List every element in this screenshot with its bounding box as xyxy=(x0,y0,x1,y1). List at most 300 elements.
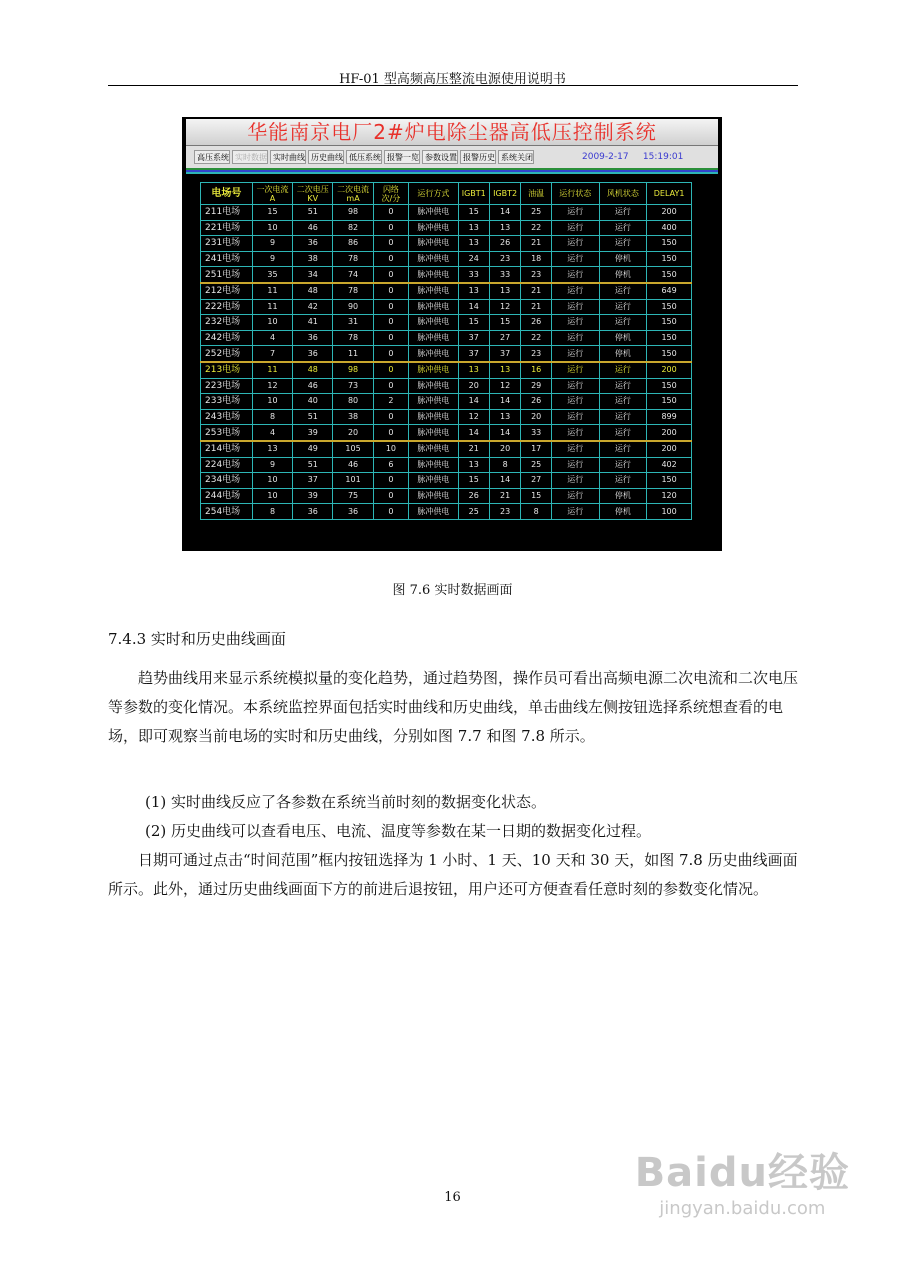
table-cell: 脉冲供电 xyxy=(409,220,458,236)
table-cell: 20 xyxy=(489,441,520,457)
table-cell: 73 xyxy=(333,378,373,394)
table-cell: 运行 xyxy=(599,362,647,378)
table-cell: 150 xyxy=(647,315,692,331)
table-cell: 36 xyxy=(333,504,373,520)
table-cell: 停机 xyxy=(599,251,647,267)
column-header xyxy=(647,183,692,205)
table-cell: 78 xyxy=(333,283,373,299)
table-cell: 脉冲供电 xyxy=(409,394,458,410)
table-cell: 400 xyxy=(647,220,692,236)
table-cell: 脉冲供电 xyxy=(409,283,458,299)
table-cell: 停机 xyxy=(599,488,647,504)
table-cell: 0 xyxy=(373,330,408,346)
toolbar xyxy=(186,146,718,168)
table-row xyxy=(201,362,692,378)
table-cell: 18 xyxy=(521,251,552,267)
table-cell: 0 xyxy=(373,220,408,236)
table-cell: 20 xyxy=(333,425,373,441)
table-row xyxy=(201,441,692,457)
table-cell: 11 xyxy=(252,283,292,299)
field-name-cell: 253电场 xyxy=(201,425,253,441)
table-cell: 37 xyxy=(293,473,333,489)
datetime xyxy=(582,150,683,164)
field-name-cell: 222电场 xyxy=(201,299,253,315)
table-cell: 46 xyxy=(333,457,373,473)
table-cell: 15 xyxy=(458,315,489,331)
table-cell: 8 xyxy=(252,504,292,520)
table-cell: 脉冲供电 xyxy=(409,346,458,362)
column-header-unit: A xyxy=(269,193,276,203)
table-cell: 37 xyxy=(458,330,489,346)
table-cell: 13 xyxy=(489,362,520,378)
column-header-label: 油温 xyxy=(528,189,545,198)
table-row xyxy=(201,251,692,267)
column-header xyxy=(489,183,520,205)
table-cell: 36 xyxy=(293,330,333,346)
table-cell: 12 xyxy=(252,378,292,394)
table-cell: 脉冲供电 xyxy=(409,488,458,504)
table-cell: 停机 xyxy=(599,267,647,283)
table-cell: 运行 xyxy=(552,504,600,520)
table-cell: 11 xyxy=(252,362,292,378)
table-cell: 运行 xyxy=(599,409,647,425)
table-row xyxy=(201,205,692,221)
column-header-label: 运行方式 xyxy=(417,189,450,198)
table-cell: 运行 xyxy=(599,425,647,441)
page-number: 16 xyxy=(444,1190,461,1205)
table-cell: 运行 xyxy=(552,473,600,489)
table-cell: 200 xyxy=(647,425,692,441)
table-cell: 11 xyxy=(252,299,292,315)
table-cell: 13 xyxy=(489,283,520,299)
table-row xyxy=(201,330,692,346)
field-name-cell: 231电场 xyxy=(201,236,253,252)
field-name-cell: 232电场 xyxy=(201,315,253,331)
table-cell: 649 xyxy=(647,283,692,299)
header-rule xyxy=(108,85,798,86)
table-cell: 14 xyxy=(458,394,489,410)
field-name-cell: 211电场 xyxy=(201,205,253,221)
table-cell: 8 xyxy=(489,457,520,473)
table-cell: 脉冲供电 xyxy=(409,425,458,441)
table-cell: 27 xyxy=(521,473,552,489)
table-row xyxy=(201,425,692,441)
table-cell: 13 xyxy=(458,457,489,473)
table-cell: 14 xyxy=(489,394,520,410)
table-cell: 22 xyxy=(521,330,552,346)
field-name-cell: 244电场 xyxy=(201,488,253,504)
table-cell: 23 xyxy=(521,267,552,283)
table-cell: 78 xyxy=(333,251,373,267)
table-cell: 15 xyxy=(458,205,489,221)
table-cell: 运行 xyxy=(552,267,600,283)
table-cell: 脉冲供电 xyxy=(409,409,458,425)
table-cell: 38 xyxy=(293,251,333,267)
table-cell: 运行 xyxy=(599,205,647,221)
column-header xyxy=(599,183,647,205)
table-cell: 26 xyxy=(521,315,552,331)
tab-hv-system[interactable]: 高压系统 xyxy=(194,150,230,164)
table-cell: 150 xyxy=(647,299,692,315)
table-cell: 0 xyxy=(373,236,408,252)
column-header xyxy=(458,183,489,205)
table-cell: 29 xyxy=(521,378,552,394)
table-cell: 49 xyxy=(293,441,333,457)
paragraph-3: (2) 历史曲线可以查看电压、电流、温度等参数在某一日期的数据变化过程。 xyxy=(145,822,652,840)
table-cell: 脉冲供电 xyxy=(409,251,458,267)
table-cell: 15 xyxy=(489,315,520,331)
table-cell: 运行 xyxy=(552,205,600,221)
field-name-cell: 213电场 xyxy=(201,362,253,378)
table-cell: 13 xyxy=(458,283,489,299)
table-cell: 150 xyxy=(647,394,692,410)
column-header xyxy=(373,183,408,205)
table-cell: 13 xyxy=(458,236,489,252)
table-cell: 51 xyxy=(293,457,333,473)
table-cell: 14 xyxy=(458,425,489,441)
table-cell: 运行 xyxy=(552,315,600,331)
table-cell: 13 xyxy=(489,409,520,425)
table-cell: 脉冲供电 xyxy=(409,441,458,457)
table-cell: 脉冲供电 xyxy=(409,457,458,473)
paragraph-4: 日期可通过点击“时间范围”框内按钮选择为 1 小时、1 天、10 天和 30 天，如图 7.8 历史曲线画面所示。此外，通过历史曲线画面下方的前进后退按钮，用户还可方便查看任意时刻的参数变化情况。 xyxy=(108,851,798,898)
table-cell: 运行 xyxy=(552,346,600,362)
page-header-title: HF-01 型高频高压整流电源使用说明书 xyxy=(339,72,566,87)
table-cell: 运行 xyxy=(599,236,647,252)
table-cell: 51 xyxy=(293,409,333,425)
table-cell: 运行 xyxy=(552,394,600,410)
table-cell: 运行 xyxy=(599,394,647,410)
section-title: 7.4.3 实时和历史曲线画面 xyxy=(108,630,286,648)
table-cell: 0 xyxy=(373,473,408,489)
field-name-cell: 221电场 xyxy=(201,220,253,236)
table-cell: 0 xyxy=(373,283,408,299)
field-name-cell: 243电场 xyxy=(201,409,253,425)
table-cell: 0 xyxy=(373,488,408,504)
table-cell: 150 xyxy=(647,378,692,394)
table-cell: 15 xyxy=(252,205,292,221)
column-header-label: 运行状态 xyxy=(559,189,592,198)
column-header-label: 二次电压 xyxy=(296,184,329,194)
table-row xyxy=(201,378,692,394)
field-name-cell: 233电场 xyxy=(201,394,253,410)
table-cell: 10 xyxy=(252,315,292,331)
table-cell: 运行 xyxy=(552,457,600,473)
table-cell: 40 xyxy=(293,394,333,410)
table-cell: 运行 xyxy=(552,220,600,236)
table-cell: 21 xyxy=(521,283,552,299)
paragraph-1: 趋势曲线用来显示系统模拟量的变化趋势，通过趋势图，操作员可看出高频电源二次电流和二次电压等参数的变化情况。本系统监控界面包括实时曲线和历史曲线，单击曲线左侧按钮选择系统想查看的电场，即可观察当前电场的实时和历史曲线，分别如图 7.7 和图 7.8 所示。 xyxy=(108,669,799,745)
table-cell: 150 xyxy=(647,267,692,283)
table-cell: 运行 xyxy=(599,283,647,299)
table-cell: 200 xyxy=(647,441,692,457)
table-cell: 100 xyxy=(647,504,692,520)
field-name-cell: 254电场 xyxy=(201,504,253,520)
table-cell: 运行 xyxy=(599,441,647,457)
table-cell: 200 xyxy=(647,362,692,378)
table-cell: 8 xyxy=(521,504,552,520)
table-cell: 9 xyxy=(252,251,292,267)
table-cell: 33 xyxy=(489,267,520,283)
table-cell: 脉冲供电 xyxy=(409,205,458,221)
table-cell: 23 xyxy=(521,346,552,362)
table-row xyxy=(201,473,692,489)
column-header xyxy=(333,183,373,205)
table-row xyxy=(201,346,692,362)
table-cell: 0 xyxy=(373,409,408,425)
tab-alarm-list[interactable]: 报警一览 xyxy=(384,150,420,164)
table-cell: 21 xyxy=(521,236,552,252)
table-cell: 26 xyxy=(521,394,552,410)
table-row xyxy=(201,267,692,283)
table-cell: 22 xyxy=(521,220,552,236)
table-cell: 运行 xyxy=(552,409,600,425)
table-cell: 8 xyxy=(252,409,292,425)
table-cell: 脉冲供电 xyxy=(409,267,458,283)
table-cell: 14 xyxy=(489,473,520,489)
table-cell: 0 xyxy=(373,251,408,267)
table-cell: 停机 xyxy=(599,504,647,520)
table-cell: 42 xyxy=(293,299,333,315)
table-cell: 运行 xyxy=(552,330,600,346)
table-cell: 15 xyxy=(458,473,489,489)
figure-caption: 图 7.6 实时数据画面 xyxy=(392,583,513,598)
table-cell: 0 xyxy=(373,299,408,315)
table-row xyxy=(201,283,692,299)
table-cell: 899 xyxy=(647,409,692,425)
table-cell: 26 xyxy=(458,488,489,504)
table-cell: 25 xyxy=(458,504,489,520)
column-header xyxy=(409,183,458,205)
table-cell: 脉冲供电 xyxy=(409,504,458,520)
table-header-row xyxy=(201,183,692,205)
table-cell: 0 xyxy=(373,346,408,362)
table-cell: 9 xyxy=(252,236,292,252)
table-cell: 运行 xyxy=(552,488,600,504)
table-cell: 20 xyxy=(521,409,552,425)
table-cell: 0 xyxy=(373,362,408,378)
table-cell: 21 xyxy=(521,299,552,315)
table-cell: 运行 xyxy=(599,315,647,331)
table-cell: 26 xyxy=(489,236,520,252)
table-cell: 39 xyxy=(293,425,333,441)
table-cell: 33 xyxy=(521,425,552,441)
table-cell: 82 xyxy=(333,220,373,236)
table-cell: 12 xyxy=(489,299,520,315)
table-cell: 38 xyxy=(333,409,373,425)
table-row xyxy=(201,488,692,504)
table-cell: 86 xyxy=(333,236,373,252)
table-cell: 运行 xyxy=(552,299,600,315)
tab-system-close[interactable]: 系统关闭 xyxy=(498,150,534,164)
column-header-unit: mA xyxy=(346,193,360,203)
table-cell: 20 xyxy=(458,378,489,394)
table-cell: 12 xyxy=(489,378,520,394)
table-cell: 0 xyxy=(373,267,408,283)
table-cell: 0 xyxy=(373,425,408,441)
column-header xyxy=(293,183,333,205)
table-cell: 98 xyxy=(333,205,373,221)
table-cell: 0 xyxy=(373,504,408,520)
field-name-cell: 224电场 xyxy=(201,457,253,473)
tab-history-curve[interactable]: 历史曲线 xyxy=(308,150,344,164)
tab-alarm-history[interactable]: 报警历史 xyxy=(460,150,496,164)
table-cell: 7 xyxy=(252,346,292,362)
column-header-unit: 次/分 xyxy=(381,193,401,203)
table-cell: 运行 xyxy=(552,425,600,441)
table-cell: 4 xyxy=(252,425,292,441)
column-header-label: 电场号 xyxy=(211,188,242,199)
tab-realtime-data[interactable]: 实时数据 xyxy=(232,150,268,164)
table-cell: 运行 xyxy=(599,220,647,236)
table-cell: 运行 xyxy=(552,251,600,267)
table-row xyxy=(201,236,692,252)
table-cell: 74 xyxy=(333,267,373,283)
table-cell: 10 xyxy=(252,473,292,489)
table-row xyxy=(201,409,692,425)
table-row xyxy=(201,504,692,520)
field-name-cell: 214电场 xyxy=(201,441,253,457)
table-cell: 0 xyxy=(373,378,408,394)
table-row xyxy=(201,315,692,331)
table-cell: 33 xyxy=(458,267,489,283)
table-cell: 10 xyxy=(252,220,292,236)
table-cell: 10 xyxy=(373,441,408,457)
table-cell: 13 xyxy=(458,362,489,378)
column-header xyxy=(201,183,253,205)
tab-realtime-curve[interactable]: 实时曲线 xyxy=(270,150,306,164)
table-cell: 脉冲供电 xyxy=(409,362,458,378)
time-value: 15:19:01 xyxy=(642,152,684,162)
table-cell: 运行 xyxy=(599,299,647,315)
table-cell: 35 xyxy=(252,267,292,283)
scada-screenshot xyxy=(182,117,722,551)
table-cell: 16 xyxy=(521,362,552,378)
table-cell: 21 xyxy=(458,441,489,457)
table-cell: 98 xyxy=(333,362,373,378)
column-header-label: 闪络 xyxy=(382,184,399,194)
table-cell: 150 xyxy=(647,330,692,346)
table-cell: 150 xyxy=(647,236,692,252)
table-cell: 105 xyxy=(333,441,373,457)
field-name-cell: 234电场 xyxy=(201,473,253,489)
table-cell: 2 xyxy=(373,394,408,410)
table-cell: 90 xyxy=(333,299,373,315)
table-cell: 停机 xyxy=(599,330,647,346)
column-header xyxy=(552,183,600,205)
column-header-label: 二次电流 xyxy=(337,184,370,194)
paragraph-2: (1) 实时曲线反应了各参数在系统当前时刻的数据变化状态。 xyxy=(145,793,547,811)
baidu-watermark xyxy=(635,1150,850,1220)
table-cell: 停机 xyxy=(599,346,647,362)
table-cell: 25 xyxy=(521,205,552,221)
table-cell: 9 xyxy=(252,457,292,473)
table-cell: 150 xyxy=(647,346,692,362)
table-cell: 运行 xyxy=(552,441,600,457)
table-cell: 27 xyxy=(489,330,520,346)
table-row xyxy=(201,220,692,236)
table-cell: 运行 xyxy=(552,236,600,252)
table-cell: 脉冲供电 xyxy=(409,299,458,315)
column-header-unit: KV xyxy=(307,193,319,203)
table-cell: 0 xyxy=(373,205,408,221)
watermark-logo: Baidu经验 xyxy=(634,1150,850,1196)
field-name-cell: 242电场 xyxy=(201,330,253,346)
field-name-cell: 241电场 xyxy=(201,251,253,267)
table-cell: 21 xyxy=(489,488,520,504)
table-cell: 运行 xyxy=(599,378,647,394)
table-cell: 0 xyxy=(373,315,408,331)
table-cell: 150 xyxy=(647,251,692,267)
table-cell: 39 xyxy=(293,488,333,504)
table-cell: 48 xyxy=(293,362,333,378)
table-cell: 14 xyxy=(489,205,520,221)
system-title: 华能南京电厂2#炉电除尘器高低压控制系统 xyxy=(247,120,657,144)
realtime-data-table xyxy=(200,182,692,520)
table-cell: 14 xyxy=(489,425,520,441)
column-header xyxy=(521,183,552,205)
table-cell: 运行 xyxy=(599,457,647,473)
table-cell: 11 xyxy=(333,346,373,362)
table-row xyxy=(201,394,692,410)
table-cell: 80 xyxy=(333,394,373,410)
table-cell: 10 xyxy=(252,394,292,410)
table-cell: 14 xyxy=(458,299,489,315)
table-cell: 75 xyxy=(333,488,373,504)
column-header-label: 一次电流 xyxy=(256,184,289,194)
table-cell: 402 xyxy=(647,457,692,473)
table-cell: 36 xyxy=(293,504,333,520)
tab-parameters[interactable]: 参数设置 xyxy=(422,150,458,164)
field-name-cell: 212电场 xyxy=(201,283,253,299)
table-cell: 10 xyxy=(252,488,292,504)
table-cell: 51 xyxy=(293,205,333,221)
table-cell: 13 xyxy=(489,220,520,236)
column-header xyxy=(252,183,292,205)
table-cell: 13 xyxy=(458,220,489,236)
table-cell: 脉冲供电 xyxy=(409,473,458,489)
table-cell: 48 xyxy=(293,283,333,299)
table-cell: 运行 xyxy=(599,473,647,489)
table-cell: 脉冲供电 xyxy=(409,315,458,331)
table-cell: 41 xyxy=(293,315,333,331)
field-name-cell: 252电场 xyxy=(201,346,253,362)
table-cell: 23 xyxy=(489,504,520,520)
column-header-label: IGBT2 xyxy=(493,189,518,198)
table-cell: 23 xyxy=(489,251,520,267)
table-cell: 运行 xyxy=(552,362,600,378)
table-row xyxy=(201,299,692,315)
table-cell: 25 xyxy=(521,457,552,473)
table-cell: 24 xyxy=(458,251,489,267)
color-stripes xyxy=(186,168,718,174)
title-banner xyxy=(186,119,718,146)
table-cell: 101 xyxy=(333,473,373,489)
tab-lv-system[interactable]: 低压系统 xyxy=(346,150,382,164)
table-cell: 37 xyxy=(489,346,520,362)
table-cell: 78 xyxy=(333,330,373,346)
watermark-url: jingyan.baidu.com xyxy=(659,1198,826,1219)
table-cell: 运行 xyxy=(552,283,600,299)
table-cell: 36 xyxy=(293,346,333,362)
table-cell: 脉冲供电 xyxy=(409,236,458,252)
date-value: 2009-2-17 xyxy=(582,152,629,162)
table-cell: 150 xyxy=(647,473,692,489)
table-cell: 运行 xyxy=(552,378,600,394)
column-header-label: DELAY1 xyxy=(653,189,685,198)
table-cell: 13 xyxy=(252,441,292,457)
column-header-label: IGBT1 xyxy=(461,189,486,198)
